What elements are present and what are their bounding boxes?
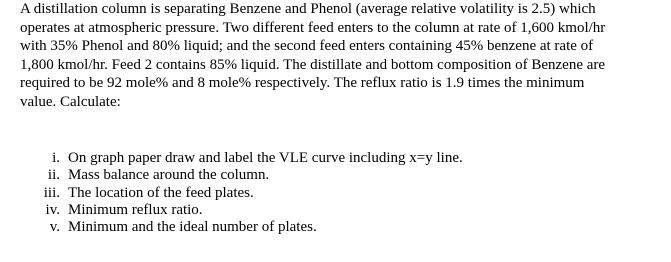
question-text: The location of the feed plates. xyxy=(68,184,254,201)
question-number: v. xyxy=(49,219,60,236)
problem-statement xyxy=(20,0,665,111)
problem-line: with 35% Phenol and 80% liquid; and the second feed enters containing 45% benzene at rate of xyxy=(20,38,594,54)
question-text: Minimum and the ideal number of plates. xyxy=(68,219,317,236)
problem-line: operates at atmospheric pressure. Two different feed enters to the column at rate of 1,600 kmol/hr xyxy=(20,19,606,36)
question-number: i. xyxy=(52,150,60,166)
problem-line: value. Calculate: xyxy=(20,93,121,110)
question-text: Minimum reflux ratio. xyxy=(68,201,203,218)
question-number: iv. xyxy=(45,201,60,218)
question-text: Mass balance around the column. xyxy=(68,167,270,184)
question-number: ii. xyxy=(47,167,60,184)
problem-line: required to be 92 mole% and 8 mole% respectively. The reflux ratio is 1.9 times the minimum xyxy=(20,75,585,91)
problem-line: A distillation column is separating Benzene and Phenol (average relative volatility is 2.5) which xyxy=(20,1,596,17)
question-number: iii. xyxy=(43,184,60,201)
question-text: On graph paper draw and label the VLE curve including x=y line. xyxy=(68,150,463,166)
problem-line: 1,800 kmol/hr. Feed 2 contains 85% liquid. The distillate and bottom composition of Benzene are xyxy=(20,56,606,73)
